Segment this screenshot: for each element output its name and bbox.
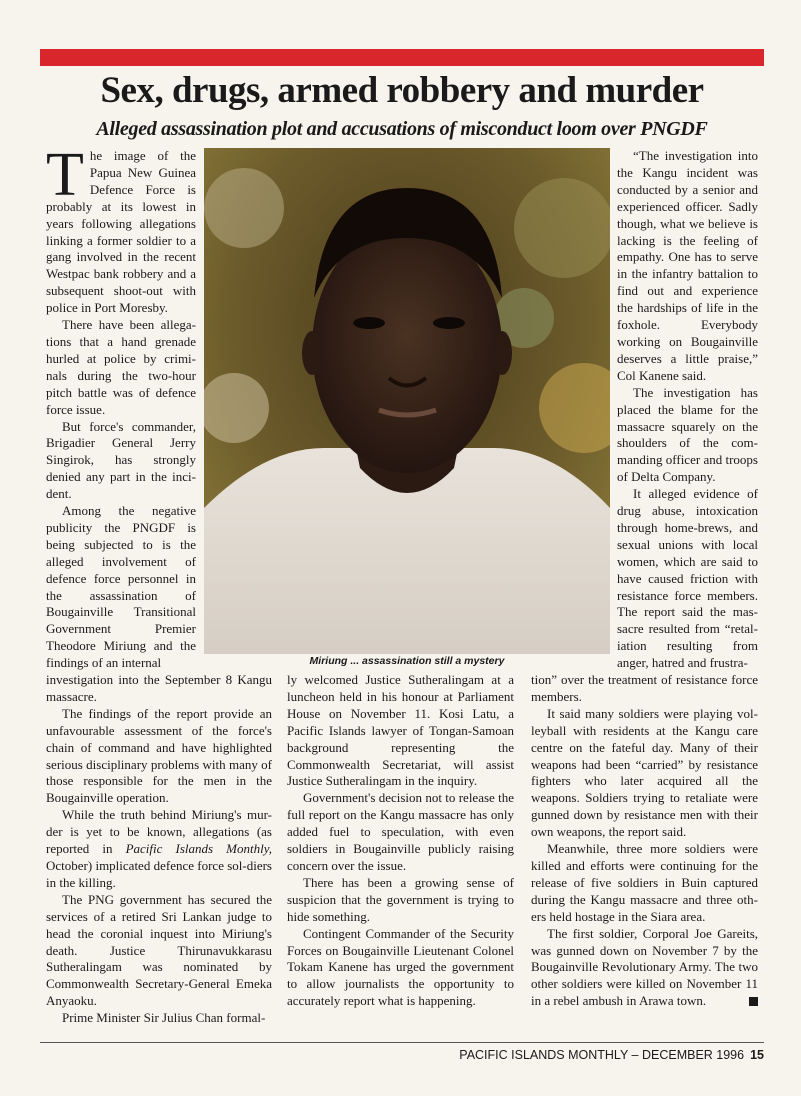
column-1-bottom: [46, 672, 272, 1027]
paragraph: Prime Minister Sir Julius Chan formal-: [62, 1010, 266, 1026]
footer-rule: [40, 1042, 764, 1043]
paragraph: There has been a growing sense of suspicion that the government is trying to hide something.: [287, 874, 514, 924]
end-mark-icon: [749, 997, 758, 1006]
portrait-photo: [204, 148, 610, 654]
article-subhead: Alleged assassination plot and accusations of misconduct loom over PNGDF: [96, 118, 708, 140]
paragraph: Meanwhile, three more soldiers were killed and efforts were continuing for the release of five soldiers in Buin captured during the Kangu massacre and three oth-ers held hostage in the Siara area.: [531, 841, 758, 924]
paragraph: tion” over the treatment of resistance force members.: [531, 672, 758, 704]
paragraph: “The investigation into the Kangu incident was conducted by a senior and experienced officer. Sadly though, what we believe is lacking is the feeling of empathy. One has to serve in the infantry battalion to find out and experience the hardships of life in the foxhole. Everybody working on Bougainville deserves a little praise,” Col Kanene said.: [617, 148, 758, 383]
article-headline: Sex, drugs, armed robbery and murder: [100, 70, 704, 111]
header-accent-bar: [40, 49, 764, 66]
paragraph: Government's decision not to release the full report on the Kangu massacre has only added fuel to speculation, with even soldiers in Bougainville publicly raising concern over the issue.: [287, 790, 514, 873]
paragraph: Among the negative publicity the PNGDF is being subjected to is the alleged involvement of defence force personnel in the assassination of Bougainville Transitional Government Premier Theodore Miriung and the findings of an internal: [46, 503, 196, 671]
column-2: [287, 672, 514, 1010]
paragraph: The first soldier, Corporal Joe Gareits, was gunned down on November 7 by the Bougainville Revolutionary Army. The two other soldiers were killed on November 11 in a rebel ambush in Arawa town.: [531, 925, 758, 1009]
paragraph: investigation into the September 8 Kangu massacre.: [46, 672, 272, 704]
paragraph: The image of the Papua New Guinea Defence Force is probably at its lowest in years following allegations linking a former soldier to a gang involved in the recent Westpac bank robbery and a subsequent shoot-out with police in Port Moresby.: [46, 141, 196, 316]
photo-caption: Miriung ... assassination still a mystery: [309, 655, 505, 667]
paragraph: ly welcomed Justice Sutheralingam at a luncheon held in his honour at Parliament House on November 11. Kosi Latu, a Pacific Islands lawyer of Tongan-Samoan background representing the Commonwealth Secretariat, will assist Justice Sutheralingam in the inquiry.: [287, 672, 514, 789]
publication-line: PACIFIC ISLANDS MONTHLY – DECEMBER 1996: [459, 1048, 745, 1062]
paragraph: It said many soldiers were playing vol-leyball with residents at the Kangu care centre on the fateful day. Many of their weapons had been “carried” by resistance fighters who later acquired all the weapons. Soldiers trying to retaliate were gunned down by resistance men with their own weapons, the report said.: [531, 705, 758, 840]
page-footer: [459, 1046, 764, 1064]
column-3-top: [617, 148, 758, 672]
paragraph: There have been allega-tions that a hand grenade hurled at police by crimi-nals during the two-hour pitch battle was of defence force issue.: [46, 317, 196, 417]
paragraph: The findings of the report provide an unfavourable assessment of the force's chain of command and have highlighted serious disciplinary problems with many of those responsible for the men in the Bougainville operation.: [46, 705, 272, 806]
column-1-top: [46, 141, 196, 672]
paragraph: It alleged evidence of drug abuse, intoxication through home-brews, and sexual unions with local women, which are said to have caused friction with resistance force members. The report said the mas-sacre resulted from “retal-iation resulting from anger, hatred and frustra-: [617, 486, 758, 671]
column-3-bottom: [531, 672, 758, 1010]
drop-cap: T: [46, 141, 84, 209]
page-number: 15: [750, 1048, 764, 1062]
paragraph: But force's commander, Brigadier General Jerry Singirok, has strongly denied any part in the inci-dent.: [46, 418, 196, 502]
paragraph: The PNG government has secured the services of a retired Sri Lankan judge to head the coronial inquest into Miriung's death. Justice Thirunavukkarasu Sutheralingam was nominated by Commonwealth Secretary-General Emeka Anyaoku.: [46, 891, 272, 1009]
paragraph: Contingent Commander of the Security Forces on Bougainville Lieutenant Colonel Tokam Kanene has urged the government to allow journalists the opportunity to accurately report what is happening.: [287, 925, 514, 1009]
paragraph: The investigation has placed the blame for the massacre squarely on the shoulders of the com-manding officer and troops of Delta Company.: [617, 384, 758, 485]
paragraph: While the truth behind Miriung's mur-der is yet to be known, allegations (as reported in Pacific Islands Monthly, October) implicated defence force sol-diers in the killing.: [46, 807, 272, 890]
